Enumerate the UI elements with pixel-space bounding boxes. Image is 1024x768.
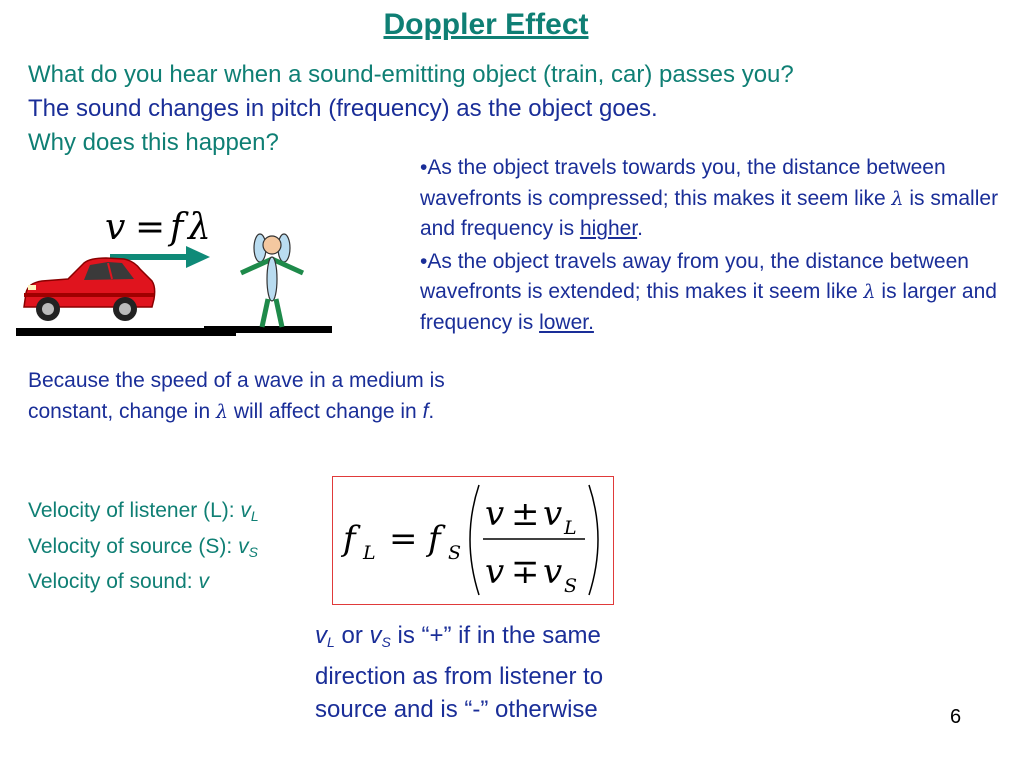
svg-text:L: L bbox=[564, 517, 577, 539]
doppler-illustration bbox=[10, 195, 340, 345]
bullet-away: •As the object travels away from you, the distance between wavefronts is extended; this makes it seem like λ is larger and frequency is lower. bbox=[420, 249, 997, 334]
svg-text:v: v bbox=[543, 494, 563, 534]
doppler-formula-box bbox=[332, 476, 614, 605]
equation-v: v bbox=[105, 207, 126, 248]
emphasis-lower: lower. bbox=[539, 310, 594, 334]
velocity-source: Velocity of source (S): $v_S$ bbox=[28, 534, 258, 560]
svg-text:∓: ∓ bbox=[511, 552, 540, 592]
velocity-definitions bbox=[28, 496, 259, 598]
velocity-listener: Velocity of listener (L): $v_L$ bbox=[28, 499, 259, 524]
doppler-formula bbox=[333, 477, 613, 604]
emphasis-higher: higher bbox=[579, 217, 638, 240]
lambda-symbol: λ bbox=[863, 281, 876, 303]
svg-text:S: S bbox=[564, 575, 578, 597]
svg-text:L: L bbox=[363, 542, 376, 564]
intro-statement: The sound changes in pitch (frequency) as the object goes. bbox=[28, 95, 658, 122]
right-paren bbox=[589, 485, 598, 595]
speed-paragraph: Because the speed of a wave in a medium is constant, change in λ will affect change in f. bbox=[28, 369, 445, 423]
svg-text:v: v bbox=[543, 552, 563, 592]
left-paren bbox=[470, 485, 479, 595]
svg-text:v: v bbox=[485, 494, 505, 534]
page-number: 6 bbox=[950, 706, 962, 728]
lambda-symbol: λ bbox=[215, 400, 229, 423]
svg-text:f: f bbox=[343, 519, 356, 559]
svg-text:±: ± bbox=[511, 494, 540, 534]
lambda-symbol: λ bbox=[891, 187, 904, 210]
equation-f: f bbox=[170, 207, 184, 248]
equation-equals: = bbox=[135, 207, 166, 248]
intro-why: Why does this happen? bbox=[28, 129, 279, 156]
svg-text:f: f bbox=[428, 519, 441, 559]
car-icon bbox=[24, 258, 155, 321]
ground-line bbox=[204, 326, 332, 333]
velocity-sound: Velocity of sound: v bbox=[28, 570, 209, 593]
svg-text:S: S bbox=[448, 542, 462, 564]
listener-person-icon bbox=[241, 234, 303, 327]
slide-title: Doppler Effect bbox=[383, 8, 589, 41]
equation-lambda: λ bbox=[188, 207, 211, 248]
svg-text:=: = bbox=[389, 519, 418, 559]
svg-text:v: v bbox=[485, 552, 505, 592]
bullet-list bbox=[420, 153, 1000, 338]
bullet-towards: •As the object travels towards you, the distance between wavefronts is compressed; this makes it seem like λ is smaller and frequency is higher. bbox=[420, 156, 999, 240]
sign-convention-note: $v_L$ or $v_S$ is “+” if in the same direction as from listener to source and is “-” otherwise bbox=[315, 622, 604, 723]
intro-question: What do you hear when a sound-emitting object (train, car) passes you? bbox=[28, 61, 794, 88]
ground-line bbox=[16, 328, 236, 336]
